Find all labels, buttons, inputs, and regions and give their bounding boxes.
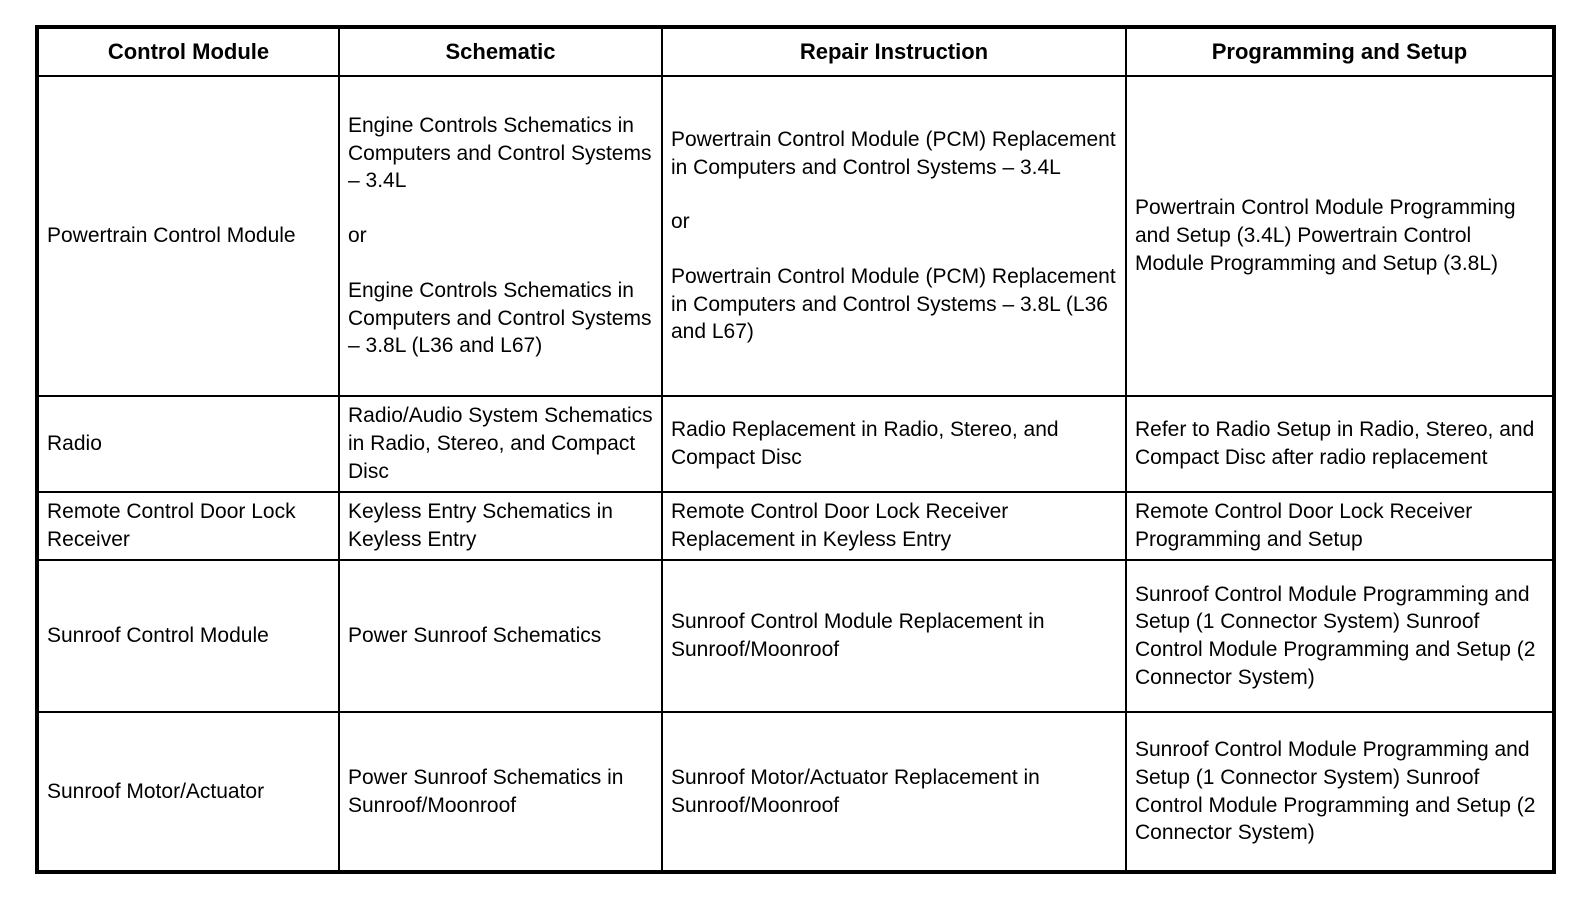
or-separator: or — [671, 210, 690, 234]
cell-repair-instruction: Sunroof Control Module Replacement in Sunroof/Moonroof — [662, 560, 1126, 712]
cell-control-module: Sunroof Motor/Actuator — [37, 712, 339, 872]
header-control-module: Control Module — [37, 27, 339, 76]
cell-control-module: Remote Control Door Lock Receiver — [37, 492, 339, 560]
cell-schematic: Power Sunroof Schematics — [339, 560, 662, 712]
cell-schematic: Keyless Entry Schematics in Keyless Entry — [339, 492, 662, 560]
table-row — [37, 492, 1554, 560]
cell-schematic: Radio/Audio System Schematics in Radio, Stereo, and Compact Disc — [339, 396, 662, 492]
cell-control-module: Sunroof Control Module — [37, 560, 339, 712]
repair-paragraph: Powertrain Control Module (PCM) Replacement in Computers and Control Systems – 3.8L (L36 and L67) — [671, 265, 1116, 344]
table-row — [37, 76, 1554, 396]
cell-schematic: Power Sunroof Schematics in Sunroof/Moonroof — [339, 712, 662, 872]
or-separator: or — [348, 224, 367, 248]
cell-programming-setup: Powertrain Control Module Programming and Setup (3.4L) Powertrain Control Module Programming and Setup (3.8L) — [1126, 76, 1554, 396]
schematic-paragraph: Engine Controls Schematics in Computers and Control Systems – 3.8L (L36 and L67) — [348, 278, 652, 358]
cell-repair-instruction — [662, 76, 1126, 396]
cell-programming-setup: Remote Control Door Lock Receiver Programming and Setup — [1126, 492, 1554, 560]
header-programming-setup: Programming and Setup — [1126, 27, 1554, 76]
header-schematic: Schematic — [339, 27, 662, 76]
table-header-row — [37, 27, 1554, 76]
table-row — [37, 396, 1554, 492]
table-row — [37, 712, 1554, 872]
control-module-service-table — [35, 25, 1556, 874]
cell-programming-setup: Refer to Radio Setup in Radio, Stereo, and Compact Disc after radio replacement — [1126, 396, 1554, 492]
cell-programming-setup: Sunroof Control Module Programming and Setup (1 Connector System) Sunroof Control Module Programming and Setup (2 Connector System) — [1126, 560, 1554, 712]
cell-programming-setup: Sunroof Control Module Programming and Setup (1 Connector System) Sunroof Control Module Programming and Setup (2 Connector System) — [1126, 712, 1554, 872]
cell-control-module: Powertrain Control Module — [37, 76, 339, 396]
cell-repair-instruction: Remote Control Door Lock Receiver Replacement in Keyless Entry — [662, 492, 1126, 560]
repair-paragraph: Powertrain Control Module (PCM) Replacement in Computers and Control Systems – 3.4L — [671, 127, 1116, 179]
schematic-paragraph: Engine Controls Schematics in Computers and Control Systems – 3.4L — [348, 113, 652, 193]
cell-repair-instruction: Radio Replacement in Radio, Stereo, and Compact Disc — [662, 396, 1126, 492]
cell-control-module: Radio — [37, 396, 339, 492]
cell-schematic — [339, 76, 662, 396]
header-repair-instruction: Repair Instruction — [662, 27, 1126, 76]
table-row — [37, 560, 1554, 712]
cell-repair-instruction: Sunroof Motor/Actuator Replacement in Sunroof/Moonroof — [662, 712, 1126, 872]
